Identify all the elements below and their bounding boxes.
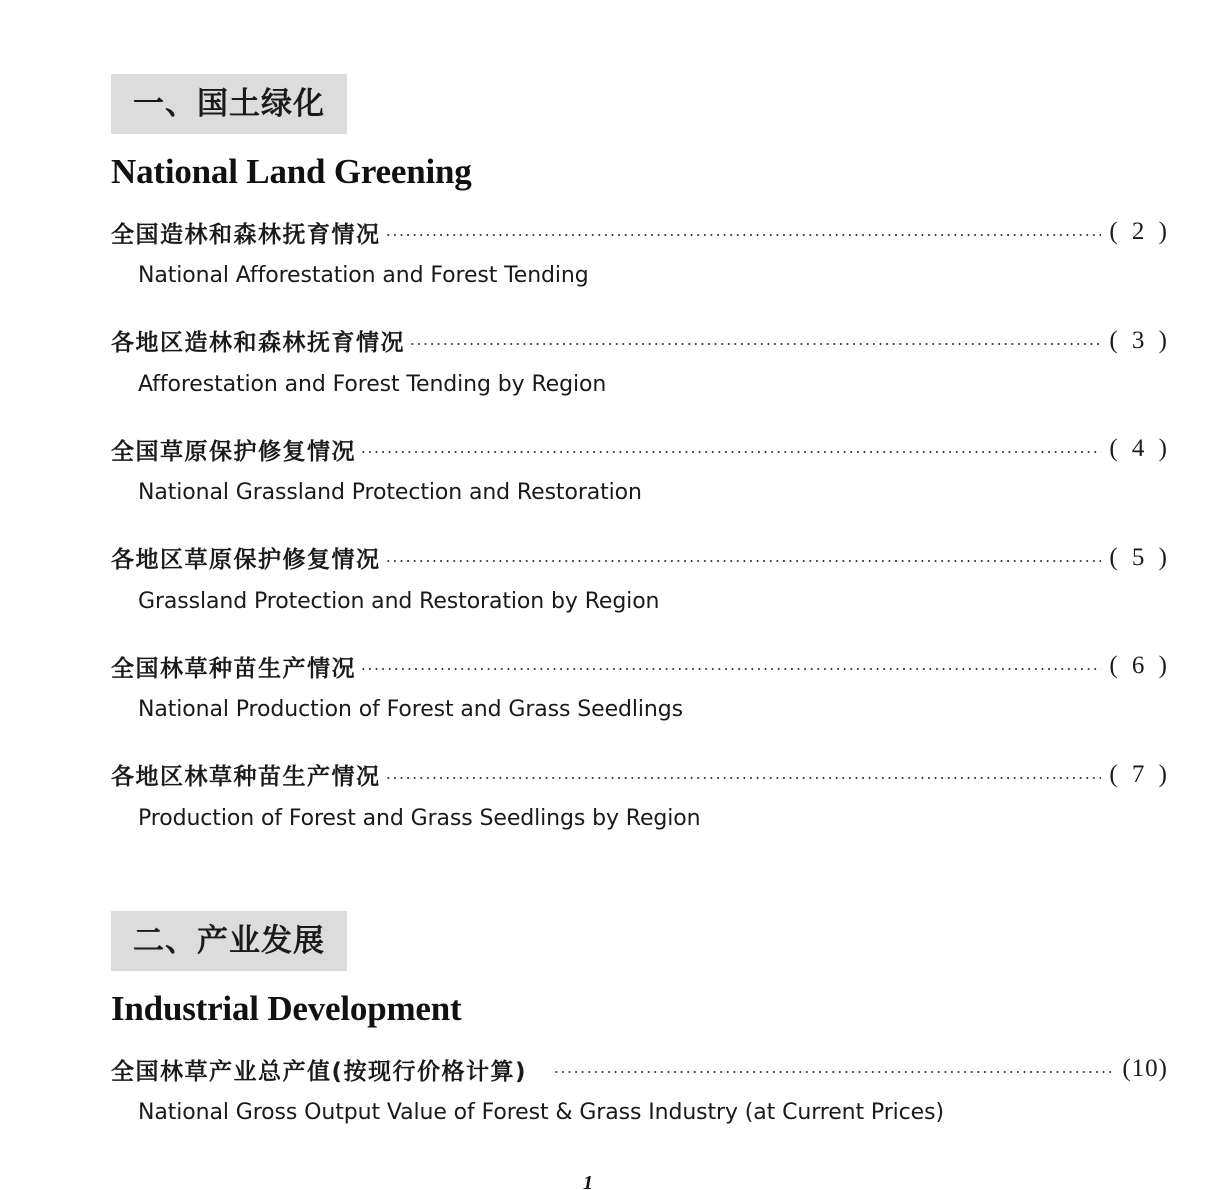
toc-entry[interactable]: [111, 214, 1171, 323]
toc-entry-title-en[interactable]: Afforestation and Forest Tending by Region: [138, 371, 607, 397]
toc-entry[interactable]: [111, 1051, 1167, 1160]
section-title-en: National Land Greening: [111, 152, 472, 191]
toc-page-ref[interactable]: ( 7 ): [1109, 760, 1171, 788]
toc-entry-title-en[interactable]: National Grassland Protection and Restoration: [138, 480, 642, 505]
toc-entry-title-zh[interactable]: 全国林草产业总产值(按现行价格计算): [111, 1058, 528, 1085]
dot-leader: [385, 777, 1102, 779]
toc-entry[interactable]: [111, 648, 1171, 757]
toc-page-ref[interactable]: ( 6 ): [1109, 652, 1171, 679]
section-industrial-development: [111, 911, 1167, 1160]
toc-list: [111, 1051, 1167, 1160]
section-title-zh: 二、产业发展: [111, 911, 347, 971]
toc-entry-title-en[interactable]: National Gross Output Value of Forest & Grass Industry (at Current Prices): [138, 1100, 944, 1125]
page-number: 1: [583, 1172, 593, 1190]
toc-page-ref[interactable]: ( 4 ): [1109, 435, 1171, 462]
dot-leader: [360, 668, 1101, 670]
section-title-zh: 一、国土绿化: [111, 74, 347, 134]
dot-leader: [553, 1071, 1114, 1073]
toc-page-ref[interactable]: ( 5 ): [1109, 543, 1171, 571]
dot-leader: [385, 560, 1102, 562]
toc-entry-title-zh[interactable]: 全国林草种苗生产情况: [111, 655, 356, 682]
toc-entry-title-en[interactable]: Grassland Protection and Restoration by Region: [138, 588, 660, 614]
section-title-en: Industrial Development: [111, 989, 462, 1028]
toc-entry[interactable]: [111, 323, 1171, 432]
toc-entry-title-zh[interactable]: 各地区造林和森林抚育情况: [111, 330, 405, 356]
dot-leader: [409, 343, 1101, 345]
toc-entry-title-en[interactable]: National Afforestation and Forest Tending: [138, 263, 589, 288]
toc-entry[interactable]: [111, 540, 1171, 649]
toc-entry-title-zh[interactable]: 各地区林草种苗生产情况: [111, 764, 381, 790]
section-land-greening: [111, 74, 1171, 865]
toc-entry-title-zh[interactable]: 全国造林和森林抚育情况: [111, 221, 381, 248]
toc-entry-title-en[interactable]: National Production of Forest and Grass Seedlings: [138, 697, 683, 722]
toc-list: [111, 214, 1171, 865]
toc-entry[interactable]: [111, 431, 1171, 540]
toc-entry-title-en[interactable]: Production of Forest and Grass Seedlings by Region: [138, 805, 701, 831]
toc-entry-title-zh[interactable]: 各地区草原保护修复情况: [111, 547, 381, 573]
toc-page-ref[interactable]: ( 2 ): [1109, 218, 1171, 245]
toc-page-ref[interactable]: (10): [1122, 1055, 1168, 1082]
dot-leader: [385, 234, 1102, 236]
toc-page-ref[interactable]: ( 3 ): [1109, 326, 1171, 354]
toc-entry[interactable]: [111, 757, 1171, 866]
toc-entry-title-zh[interactable]: 全国草原保护修复情况: [111, 438, 356, 465]
dot-leader: [360, 451, 1101, 453]
